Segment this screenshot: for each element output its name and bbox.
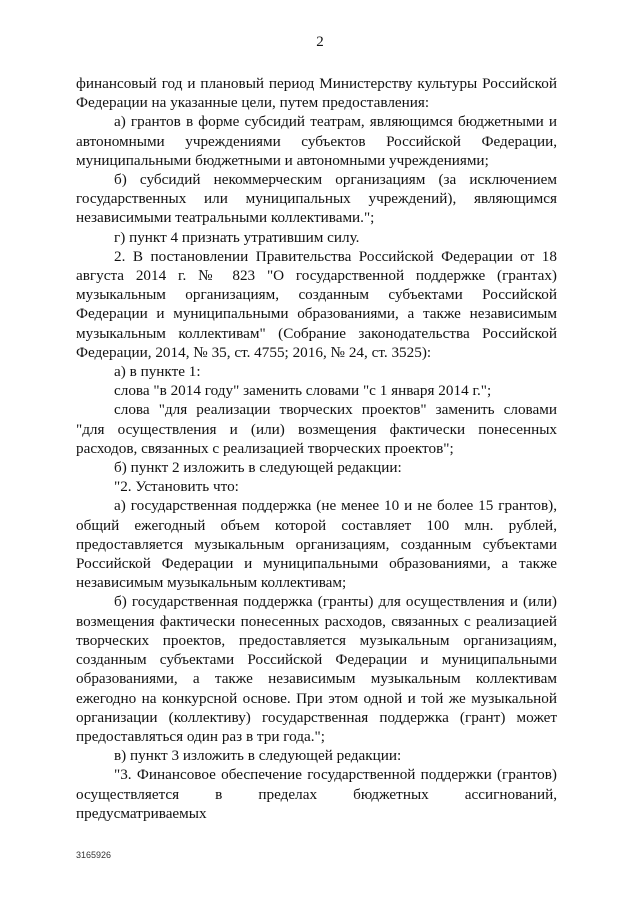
paragraph-item-b-point-2: б) пункт 2 изложить в следующей редакции: xyxy=(114,459,402,477)
paragraph-item-b-subsidies: б) субсидий некоммерческим организациям (за исключением государственных или муниципальных учреждений), являющимся независимыми театральными коллективами."; xyxy=(76,171,557,227)
paragraph-quote-2: "2. Установить что: xyxy=(114,478,239,496)
document-body xyxy=(76,74,557,823)
paragraph-replace-words: слова "для реализации творческих проектов" заменить словами "для осуществления и (или) возмещения фактически понесенных расходов, связанных с реализацией творческих проектов"; xyxy=(76,401,557,457)
paragraph-replace-year: слова "в 2014 году" заменить словами "с 1 января 2014 г."; xyxy=(114,382,492,400)
paragraph-item-a-grants: а) грантов в форме субсидий театрам, являющимся бюджетными и автономными учреждениями субъектов Российской Федерации, муниципальными бюджетными и автономными учреждениями; xyxy=(76,113,557,169)
paragraph-item-a-point-1: а) в пункте 1: xyxy=(114,363,201,381)
paragraph-quote-2-a: а) государственная поддержка (не менее 10 и не более 15 грантов), общий ежегодный объем которой составляет 100 млн. рублей, предоставляется музыкальным организациям, созданным субъектами Российской Федерации и муниципальными образованиями, а также независимым музыкальным коллективам; xyxy=(76,497,557,592)
page-number: 2 xyxy=(316,34,324,50)
paragraph-quote-2-b: б) государственная поддержка (гранты) для осуществления и (или) возмещения фактически понесенных расходов, связанных с реализацией творческих проектов, предоставляется музыкальным организациям, созданным субъектами Российской Федерации и муниципальными образованиями, а также независимым музыкальным коллективам ежегодно на конкурсной основе. При этом одной и той же музыкальной организации (коллективу) государственная поддержка (грант) может предоставляться один раз в три года."; xyxy=(76,593,557,745)
paragraph-quote-3: "3. Финансовое обеспечение государственной поддержки (грантов) осуществляется в пределах бюджетных ассигнований, предусматриваемых xyxy=(76,766,557,822)
document-code: 3165926 xyxy=(76,850,112,860)
paragraph-item-v-point-3: в) пункт 3 изложить в следующей редакции: xyxy=(114,747,402,765)
paragraph-section-2: 2. В постановлении Правительства Российской Федерации от 18 августа 2014 г. № 823 "О государственной поддержке (грантах) музыкальным организациям, созданным субъектами Российской Федерации и муниципальными образованиями, а также независимым музыкальным коллективам" (Собрание законодательства Российской Федерации, 2014, № 35, ст. 4755; 2016, № 24, ст. 3525): xyxy=(76,247,557,361)
paragraph-item-g-repeal: г) пункт 4 признать утратившим силу. xyxy=(114,228,360,246)
paragraph-continuation: финансовый год и плановый период Министерству культуры Российской Федерации на указанные цели, путем предоставления: xyxy=(76,75,557,112)
